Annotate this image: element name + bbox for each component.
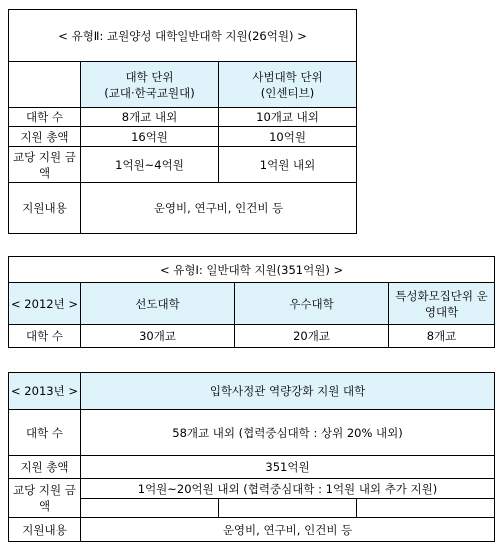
empty-cell bbox=[357, 499, 495, 518]
cell-value: 1억원 내외 bbox=[219, 147, 357, 183]
column-header-university bbox=[81, 62, 219, 108]
column-header-leading: 선도대학 bbox=[81, 283, 235, 325]
table-title: < 유형Ⅱ: 교원양성 대학일반대학 지원(26억원) > bbox=[9, 10, 357, 62]
cell-value: 16억원 bbox=[81, 127, 219, 147]
year-cell: < 2013년 > bbox=[9, 373, 81, 410]
cell-value: 20개교 bbox=[235, 325, 389, 348]
empty-cell bbox=[219, 499, 357, 518]
cell-value: 1억원~4억원 bbox=[81, 147, 219, 183]
cell-value: 운영비, 연구비, 인건비 등 bbox=[81, 518, 495, 542]
row-label: 대학 수 bbox=[9, 410, 81, 456]
year-cell: < 2012년 > bbox=[9, 283, 81, 325]
cell-value: 30개교 bbox=[81, 325, 235, 348]
corner-cell bbox=[9, 62, 81, 108]
cell-value: 58개교 내외 (협력중심대학 : 상위 20% 내외) bbox=[81, 410, 495, 456]
header-line: (인센티브) bbox=[260, 85, 315, 100]
table-header: 입학사정관 역량강화 지원 대학 bbox=[81, 373, 495, 410]
header-line: 사범대학 단위 bbox=[252, 69, 323, 84]
row-label: 교당 지원 금액 bbox=[9, 147, 81, 183]
row-label: 지원내용 bbox=[9, 183, 81, 234]
cell-value: 10개교 내외 bbox=[219, 108, 357, 127]
cell-value: 8개교 bbox=[389, 325, 495, 348]
column-header-education-college bbox=[219, 62, 357, 108]
row-label: 지원 총액 bbox=[9, 127, 81, 147]
table-type1 bbox=[8, 256, 495, 348]
row-label: 지원내용 bbox=[9, 518, 81, 542]
row-label: 대학 수 bbox=[9, 325, 81, 348]
cell-value: 351억원 bbox=[81, 456, 495, 478]
header-line: 대학 단위 bbox=[125, 69, 174, 84]
column-header-specialized: 특성화모집단위 운영대학 bbox=[389, 283, 495, 325]
cell-value: 8개교 내외 bbox=[81, 108, 219, 127]
cell-value: 10억원 bbox=[219, 127, 357, 147]
column-header-excellent: 우수대학 bbox=[235, 283, 389, 325]
empty-cell bbox=[81, 499, 219, 518]
row-label: 지원 총액 bbox=[9, 456, 81, 478]
table-type2 bbox=[8, 9, 357, 234]
table-title: < 유형Ⅰ: 일반대학 지원(351억원) > bbox=[9, 257, 495, 283]
row-label: 대학 수 bbox=[9, 108, 81, 127]
table-2013 bbox=[8, 372, 495, 542]
cell-value: 운영비, 연구비, 인건비 등 bbox=[81, 183, 357, 234]
header-line: (교대·한국교원대) bbox=[104, 85, 195, 100]
row-label: 교당 지원 금액 bbox=[9, 478, 81, 518]
cell-value: 1억원~20억원 내외 (협력중심대학 : 1억원 내외 추가 지원) bbox=[81, 478, 495, 498]
